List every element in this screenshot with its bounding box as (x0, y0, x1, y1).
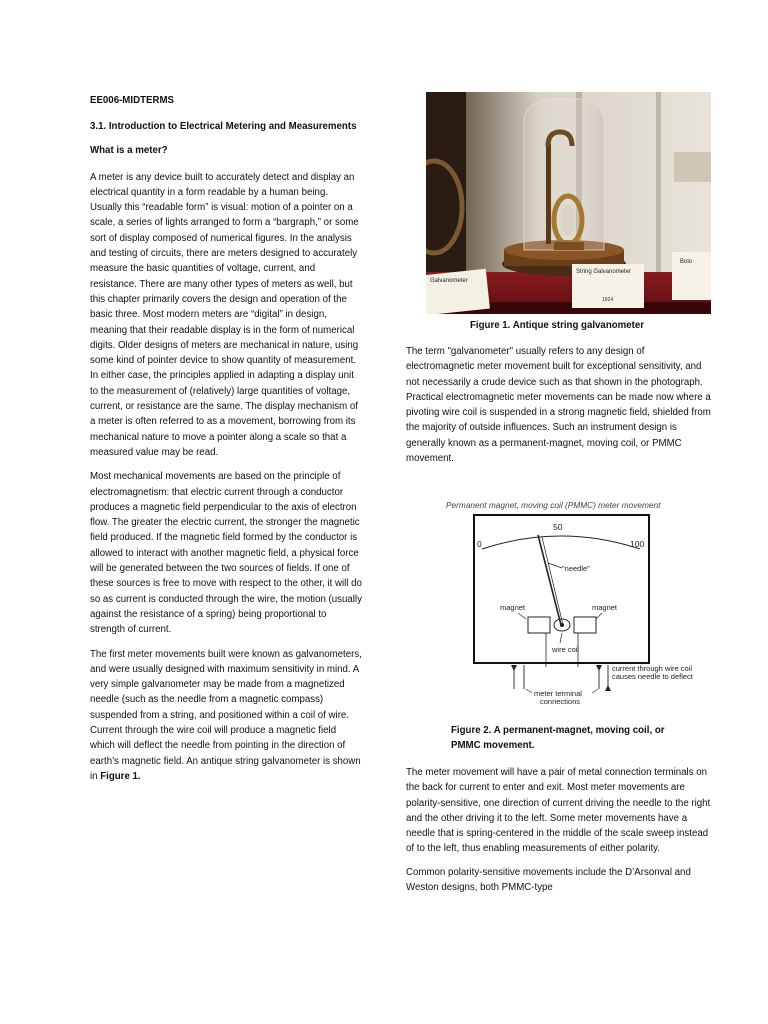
needle-label: "needle" (562, 564, 590, 573)
wire-coil-label: wire coil (552, 645, 580, 654)
photo-card-center-year: 1924 (602, 297, 614, 303)
magnet-right (574, 617, 596, 633)
scale-label-min: 0 (477, 539, 482, 549)
galvanometer-photo (426, 92, 711, 314)
photo-card-left-label: Galvanometer (430, 278, 468, 284)
photo-card-center-label: String Galvanometer (576, 269, 632, 275)
terminals-label-line1: meter terminal (534, 689, 582, 698)
paragraph-galvanometers-text: The first meter movements built were known as galvanometers, and were usually designed with maximum sensitivity in mind. A very simple galvanometer may be made from a magnetized needle (such as the needle from a magnetic compass) suspended from a string, and positioned within a coil of wire. Current through the wire coil will produce a magnetic field which will deflect the needle from pointing in the direction of earth’s magnetic field. An antique string galvanometer is shown in (90, 648, 362, 782)
magnet-left (528, 617, 550, 633)
paragraph-polarity: The meter movement will have a pair of metal connection terminals on the back for current to enter and exit. Most meter movements are polarity-sensitive, one direction of current driving the needle to the right and the other driving it to the left. Some meter movements have a needle that is spring-centered in the middle of the scale sweep instead of to the left, thus enabling measurements of either polarity. (406, 767, 711, 855)
current-label-line2: causes needle to deflect (612, 672, 693, 681)
paragraph-galvanometer-term: The term "galvanometer" usually refers to any design of electromagnetic meter movement built for exceptional sensitivity, and not necessarily a crude device such as that shown in the photograph. Practical electromagnetic meter movements can be made now where a pivoting wire coil is suspended in a strong magnetic field, shielded from the majority of outside influences. Such an instrument design is generally known as a permanent-magnet, moving coil, or PMMC movement. (406, 346, 711, 465)
current-label-line1: current through wire coil (612, 664, 693, 673)
section-title: 3.1. Introduction to Electrical Metering and Measurements (90, 121, 357, 132)
left-column (90, 94, 362, 793)
figure1-caption: Figure 1. Antique string galvanometer (470, 320, 645, 331)
document-code: EE006-MIDTERMS (90, 95, 174, 106)
paragraph-electromagnetism: Most mechanical movements are based on the principle of electromagnetism: that electric current through a conductor produces a magnetic field perpendicular to the axis of electron flow. The greater the electric current, the stronger the magnetic field produced. If the magnetic field formed by the conductor is allowed to interact with another magnetic field, a physical force will be generated between the two sources of fields. If one of these sources is free to move with respect to the other, it will do so as current is conducted through the wire, the motion (usually against the resistance of a spring) being proportional to strength of current. (90, 471, 362, 636)
paragraph-galvanometers (90, 647, 362, 785)
scale-label-mid: 50 (553, 522, 563, 532)
photo-card-right-label: Bolo (680, 259, 693, 265)
magnet-left-label: magnet (500, 603, 526, 612)
right-column-upper (406, 344, 712, 474)
pmmc-diagram-drawing (444, 497, 714, 707)
pmmc-diagram (444, 497, 714, 707)
scale-label-max: 100 (630, 539, 645, 549)
right-column-lower (406, 765, 712, 903)
paragraph-meter-definition: A meter is any device built to accurately detect and display an electrical quantity in a form readable by a human being. Usually this “readable form” is visual: motion of a pointer on a scale, a series of lights arranged to form a “bargraph,” or some sort of display composed of numerical figures. In the analysis and testing of circuits, there are meters designed to accurately measure the basic quantities of voltage, current, and resistance. There are many other types of meters as well, but this chapter primarily covers the design and operation of the basic three. Most modern meters are “digital” in design, meaning that their readable display is in the form of numerical digits. Older designs of meters are mechanical in nature, using some kind of pointer device to show quantity of measurement. In either case, the principles applied in adapting a display unit to the measurement of (relatively) large quantities of voltage, current, or resistance are the same. The display mechanism of a meter is often referred to as a movement, borrowing from its mechanical nature to move a pointer along a scale so that a measured value may be read. (90, 171, 359, 458)
meter-frame (474, 515, 649, 663)
terminals-label-line2: connections (540, 697, 581, 706)
magnet-right-label: magnet (592, 603, 618, 612)
galvanometer-photo-drawing (426, 92, 711, 314)
paragraph-common-movements: Common polarity-sensitive movements include the D’Arsonval and Weston designs, both PMMC-type (406, 866, 691, 894)
question-heading: What is a meter? (90, 145, 168, 157)
figure2-caption: Figure 2. A permanent-magnet, moving coil, or PMMC movement. (451, 725, 665, 751)
figure2-title: Permanent magnet, moving coil (PMMC) meter movement (446, 500, 661, 510)
figure1-reference: Figure 1. (100, 770, 141, 782)
